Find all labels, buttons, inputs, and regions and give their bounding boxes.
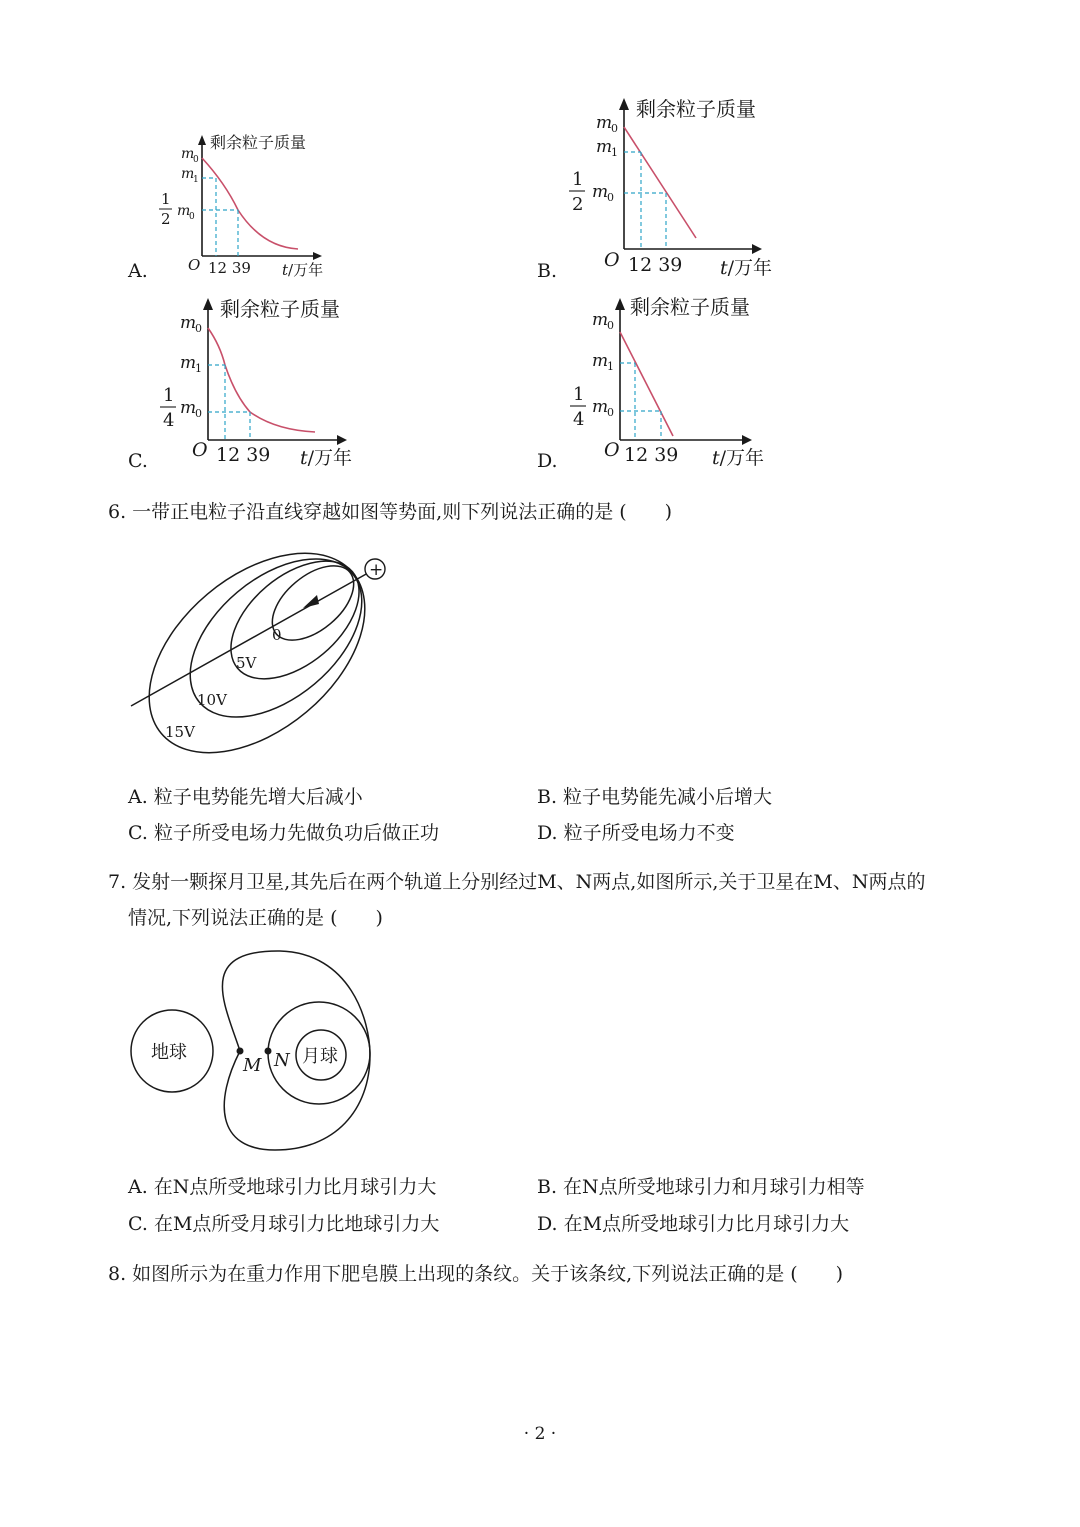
tick-labels: 12 39 <box>208 259 251 277</box>
origin-label: O <box>604 249 620 271</box>
graph-c <box>150 290 410 470</box>
tick-labels: 12 39 <box>624 444 679 466</box>
graph-b <box>560 90 820 280</box>
frac-num: 1 <box>163 385 175 406</box>
m1-label: m <box>181 166 195 182</box>
frac-m: m <box>592 397 609 417</box>
origin-label: O <box>188 256 201 274</box>
x-axis-unit: t/万年 <box>720 257 773 279</box>
tick-labels: 12 39 <box>628 254 683 276</box>
q7-orbit-figure <box>125 945 395 1160</box>
x-axis-unit: t/万年 <box>712 447 765 469</box>
m1-label: m <box>592 351 609 371</box>
frac-sub: 0 <box>607 406 614 419</box>
q7-stem-line2: 情况,下列说法正确的是 ( ) <box>128 907 383 929</box>
frac-m: m <box>180 398 197 418</box>
frac-m: m <box>177 203 191 219</box>
m0-sub: 0 <box>193 155 199 165</box>
m0-sub: 0 <box>195 322 202 335</box>
q6-stem: 6. 一带正电粒子沿直线穿越如图等势面,则下列说法正确的是 ( ) <box>108 501 673 523</box>
m0-label: m <box>596 113 613 133</box>
frac-m: m <box>592 182 609 202</box>
q7-option-d: D. 在M点所受地球引力比月球引力大 <box>537 1213 850 1235</box>
m1-label: m <box>596 137 613 157</box>
option-c-label: C. <box>128 450 148 472</box>
option-b-label: B. <box>537 260 558 282</box>
q7-option-a: A. 在N点所受地球引力比月球引力大 <box>128 1176 437 1198</box>
equipotential-15v <box>112 514 403 793</box>
x-axis-unit: t/万年 <box>300 447 353 469</box>
label-10v: 10V <box>197 691 227 709</box>
label-15v: 15V <box>165 723 195 741</box>
q6-option-a: A. 粒子电势能先增大后减小 <box>128 786 363 808</box>
graph-d <box>560 290 820 470</box>
label-5v: 5V <box>236 654 257 672</box>
y-axis-title: 剩余粒子质量 <box>220 297 340 321</box>
label-0: 0 <box>272 626 282 644</box>
m-label: M <box>243 1055 262 1076</box>
m1-sub: 1 <box>607 360 614 373</box>
option-d-label: D. <box>537 450 558 472</box>
frac-sub: 0 <box>195 407 202 420</box>
m0-label: m <box>180 313 197 333</box>
point-m <box>237 1048 244 1055</box>
graph-a <box>150 125 410 285</box>
frac-num: 1 <box>572 169 584 190</box>
y-axis-title: 剩余粒子质量 <box>636 97 756 121</box>
moon-label: 月球 <box>302 1046 338 1067</box>
earth-label: 地球 <box>151 1042 187 1063</box>
page-number: · 2 · <box>523 1424 557 1444</box>
m0-label: m <box>181 146 195 162</box>
equipotential-5v <box>209 538 380 702</box>
frac-num: 1 <box>573 384 585 405</box>
m1-sub: 1 <box>193 175 199 185</box>
q6-option-d: D. 粒子所受电场力不变 <box>537 822 735 844</box>
q7-stem-line1: 7. 发射一颗探月卫星,其先后在两个轨道上分别经过M、N两点,如图所示,关于卫星在M、N两点的 <box>108 871 926 893</box>
frac-den: 2 <box>161 210 171 228</box>
m1-label: m <box>180 353 197 373</box>
m0-sub: 0 <box>611 122 618 135</box>
m1-sub: 1 <box>611 146 618 159</box>
q6-equipotential-figure <box>125 545 425 775</box>
direction-arrow-icon <box>303 595 319 608</box>
tick-labels: 12 39 <box>216 444 271 466</box>
n-label: N <box>274 1050 290 1071</box>
origin-label: O <box>192 439 208 461</box>
m1-sub: 1 <box>195 362 202 375</box>
x-axis-unit: t/万年 <box>282 261 324 279</box>
m0-sub: 0 <box>607 319 614 332</box>
frac-num: 1 <box>161 190 171 208</box>
q6-option-c: C. 粒子所受电场力先做负功后做正功 <box>128 822 439 844</box>
frac-den: 2 <box>572 194 584 215</box>
q7-option-b: B. 在N点所受地球引力和月球引力相等 <box>537 1176 865 1198</box>
plus-sign: + <box>369 560 384 580</box>
m0-label: m <box>592 310 609 330</box>
frac-den: 4 <box>573 409 585 430</box>
frac-sub: 0 <box>607 191 614 204</box>
q6-option-b: B. 粒子电势能先减小后增大 <box>537 786 773 808</box>
frac-sub: 0 <box>189 212 195 222</box>
option-a-label: A. <box>128 260 148 282</box>
q7-option-c: C. 在M点所受月球引力比地球引力大 <box>128 1213 440 1235</box>
y-axis-title: 剩余粒子质量 <box>630 295 750 319</box>
origin-label: O <box>604 439 620 461</box>
frac-den: 4 <box>163 410 175 431</box>
point-n <box>265 1048 272 1055</box>
q8-stem: 8. 如图所示为在重力作用下肥皂膜上出现的条纹。关于该条纹,下列说法正确的是 ( ) <box>108 1263 844 1285</box>
y-axis-title: 剩余粒子质量 <box>210 133 307 152</box>
